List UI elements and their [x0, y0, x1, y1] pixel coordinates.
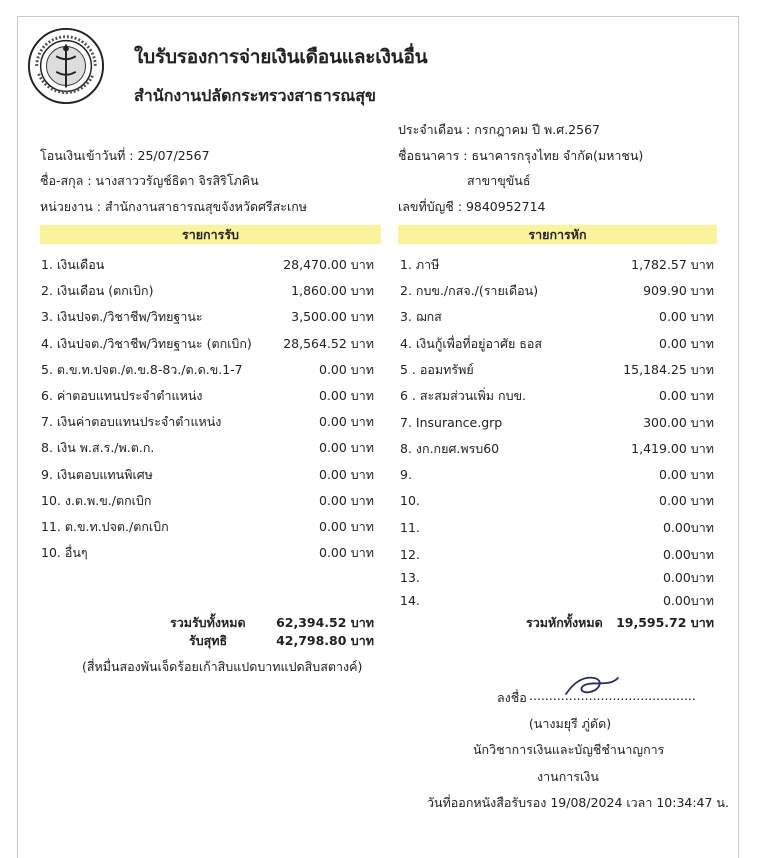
- income-row-amount: 0.00 บาท: [319, 492, 374, 508]
- deduction-row-amount: 0.00 บาท: [659, 467, 714, 482]
- deduction-row-amount: 0.00บาท: [662, 547, 714, 562]
- handwritten-signature-icon: [560, 672, 626, 700]
- income-row-label: 1. เงินเดือน: [41, 257, 105, 272]
- deduction-row-label: 14.: [400, 593, 420, 608]
- income-row-label: 11. ต.ข.ท.ปจต./ตกเบิก: [41, 519, 169, 534]
- signature-line: ..........................................: [529, 688, 696, 703]
- income-row-label: 7. เงินค่าตอบแทนประจำตำแหน่ง: [41, 414, 222, 430]
- deduction-row-label: 4. เงินกู้เพื่อที่อยู่อาศัย ธอส: [400, 336, 543, 351]
- income-row-amount: 28,564.52 บาท: [283, 335, 374, 351]
- sign-label: ลงชื่อ: [497, 690, 527, 705]
- net-pay-label: รับสุทธิ: [189, 633, 228, 648]
- income-row-label: 4. เงินปจต./วิชาชีพ/วิทยฐานะ (ตกเบิก): [41, 335, 252, 351]
- income-row-amount: 0.00 บาท: [319, 440, 374, 456]
- work-unit: หน่วยงาน : สำนักงานสาธารณสุขจังหวัดศรีสะเกษ: [40, 199, 308, 214]
- deductions-header: รายการหัก: [398, 225, 717, 244]
- deduction-row-amount: 0.00 บาท: [659, 388, 714, 403]
- ministry-seal-icon: [27, 27, 105, 105]
- income-row-label: 5. ต.ข.ท.ปจต./ต.ข.8-8ว./ต.ด.ข.1-7: [41, 361, 243, 377]
- income-header: รายการรับ: [40, 225, 381, 244]
- deduction-row-label: 6 . สะสมส่วนเพิ่ม กบข.: [400, 388, 527, 403]
- income-row-label: 10. อื่นๆ: [41, 545, 88, 561]
- deduction-row-label: 2. กบข./กสจ./(รายเดือน): [400, 283, 539, 298]
- deduction-row-amount: 0.00บาท: [662, 593, 714, 608]
- signer-position: นักวิชาการเงินและบัญชีชำนาญการ: [473, 742, 665, 757]
- income-row-amount: 0.00 บาท: [319, 388, 374, 403]
- net-pay-amount: 42,798.80 บาท: [276, 633, 374, 648]
- income-total-label: รวมรับทั้งหมด: [170, 615, 246, 630]
- income-row-amount: 1,860.00 บาท: [291, 283, 374, 299]
- deduction-row-amount: 0.00บาท: [662, 570, 714, 585]
- document-title: ใบรับรองการจ่ายเงินเดือนและเงินอื่น: [134, 46, 428, 68]
- document-page: [17, 16, 739, 858]
- deduction-row-label: 11.: [400, 520, 420, 535]
- deduction-row-amount: 0.00 บาท: [659, 309, 714, 324]
- deduction-row-label: 5 . ออมทรัพย์: [400, 362, 474, 377]
- income-row-label: 10. ง.ต.พ.ข./ตกเบิก: [41, 492, 152, 508]
- deduction-row-amount: 15,184.25 บาท: [623, 362, 714, 377]
- income-row-amount: 0.00 บาท: [319, 519, 374, 534]
- bank-name: ชื่อธนาคาร : ธนาคารกรุงไทย จำกัด(มหาชน): [398, 148, 644, 163]
- income-row-label: 6. ค่าตอบแทนประจำตำแหน่ง: [41, 388, 203, 403]
- deduction-row-label: 8. งก.กยศ.พรบ60: [400, 441, 500, 456]
- employee-name: ชื่อ-สกุล : นางสาววรัญช์ธิดา จิรสิริโภคิน: [40, 173, 259, 188]
- deduction-row-amount: 0.00บาท: [662, 520, 714, 535]
- income-row-amount: 0.00 บาท: [319, 414, 374, 430]
- income-row-amount: 28,470.00 บาท: [283, 257, 374, 272]
- deduction-row-label: 13.: [400, 570, 420, 585]
- deductions-total-label: รวมหักทั้งหมด: [526, 615, 603, 630]
- deduction-row-amount: 1,782.57 บาท: [631, 257, 714, 272]
- deduction-row-amount: 1,419.00 บาท: [631, 441, 714, 456]
- income-total-amount: 62,394.52 บาท: [276, 615, 374, 630]
- income-row-amount: 0.00 บาท: [319, 545, 374, 561]
- deduction-row-label: 3. ฌกส: [400, 309, 442, 324]
- deduction-row-amount: 0.00 บาท: [659, 336, 714, 351]
- pay-month: ประจำเดือน : กรกฎาคม ปี พ.ศ.2567: [398, 122, 600, 137]
- deduction-row-amount: 300.00 บาท: [643, 415, 714, 430]
- deduction-row-label: 12.: [400, 547, 420, 562]
- bank-branch: สาขาขุขันธ์: [467, 173, 531, 188]
- account-number: เลขที่บัญชี : 9840952714: [398, 199, 546, 214]
- income-row-amount: 3,500.00 บาท: [291, 309, 374, 325]
- income-row-amount: 0.00 บาท: [319, 361, 374, 377]
- income-row-label: 3. เงินปจต./วิชาชีพ/วิทยฐานะ: [41, 309, 203, 325]
- issue-timestamp: วันที่ออกหนังสือรับรอง 19/08/2024 เวลา 10:34:47 น.: [427, 795, 729, 810]
- deduction-row-label: 9.: [400, 467, 412, 482]
- deduction-row-amount: 0.00 บาท: [659, 493, 714, 508]
- transfer-date: โอนเงินเข้าวันที่ : 25/07/2567: [40, 148, 210, 163]
- deduction-row-label: 10.: [400, 493, 420, 508]
- signer-division: งานการเงิน: [537, 769, 599, 784]
- deductions-total-amount: 19,595.72 บาท: [616, 615, 714, 630]
- deduction-row-label: 7. Insurance.grp: [400, 415, 503, 430]
- deduction-row-amount: 909.90 บาท: [643, 283, 714, 298]
- document-subtitle: สำนักงานปลัดกระทรวงสาธารณสุข: [134, 86, 376, 105]
- income-row-label: 2. เงินเดือน (ตกเบิก): [41, 283, 154, 299]
- deduction-row-label: 1. ภาษี: [400, 257, 440, 272]
- net-pay-words: (สี่หมื่นสองพันเจ็ดร้อยเก้าสิบแปดบาทแปดสิบสตางค์): [82, 659, 363, 674]
- income-row-label: 8. เงิน พ.ส.ร./พ.ต.ก.: [41, 440, 155, 456]
- income-row-label: 9. เงินตอบแทนพิเศษ: [41, 466, 153, 482]
- income-row-amount: 0.00 บาท: [319, 466, 374, 482]
- signer-name: (นางมยุรี ภู่ดัด): [528, 716, 612, 731]
